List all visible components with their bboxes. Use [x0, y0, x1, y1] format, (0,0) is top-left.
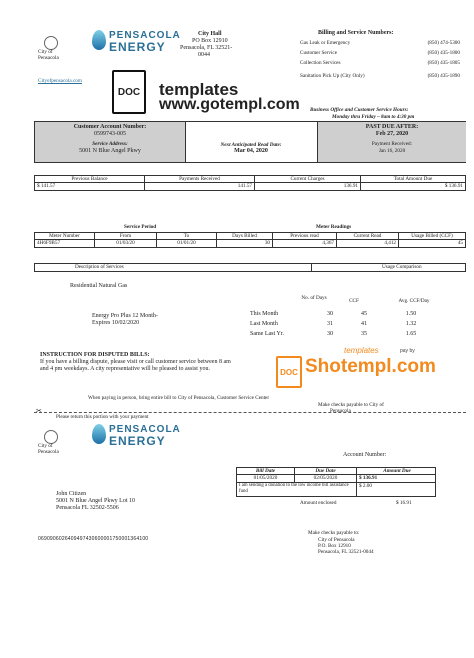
- past-due-value: Feb 27, 2020: [375, 131, 409, 138]
- amount-due-value: $ 136.91: [359, 475, 378, 481]
- doc-orange-watermark-icon: DOC: [276, 356, 302, 388]
- service-phone[interactable]: (850) 474-5300: [427, 40, 460, 46]
- usage-billed-value: 45: [457, 240, 463, 246]
- description-header-bar: [34, 263, 466, 272]
- usage-col-ccf: CCF: [349, 298, 359, 304]
- amount-enclosed-label: Amount enclosed: [300, 500, 337, 506]
- stub-account-label: Account Number:: [343, 452, 387, 458]
- meter-header: Usage Billed (CCF): [411, 233, 453, 239]
- service-label: Gas Leak or Emergency: [300, 40, 351, 46]
- usage-comparison-table: [250, 311, 450, 341]
- watermark-gotempl: www.gotempl.com: [159, 96, 300, 113]
- bill-date-value: 01/05/2020: [237, 475, 295, 482]
- address-line: 0044: [198, 52, 210, 58]
- to-date-value: 01/01/20: [157, 240, 217, 247]
- due-date-label: Due Date: [295, 468, 357, 474]
- bill-date-label: Bill Date: [237, 468, 295, 474]
- total-amount-due-value: $ 136.91: [444, 183, 463, 189]
- service-address-label: Service Address:: [92, 141, 128, 148]
- previous-read-value: 4,367: [273, 240, 337, 247]
- website-link[interactable]: Cityofpensacola.com: [38, 78, 82, 84]
- service-label: Customer Service: [300, 50, 338, 56]
- days-billed-value: 30: [217, 240, 273, 247]
- account-number-label: Customer Account Number:: [73, 124, 147, 130]
- plan-line-1: Energy Pro Plus 12 Month-: [92, 313, 158, 319]
- payable-line: Pensacola, FL 32521-0044: [318, 549, 374, 555]
- instruction-title: INSTRUCTION FOR DISPUTED BILLS:: [40, 352, 150, 358]
- balances-header: Previous Balance: [35, 176, 145, 182]
- account-number-cell: [35, 122, 186, 162]
- doc-watermark-icon: DOC: [112, 70, 146, 114]
- brand-bottom: ENERGY: [109, 40, 166, 54]
- balances-header: Current Charges: [255, 176, 361, 182]
- past-due-cell: [317, 122, 466, 162]
- checks-note-line-1: Make checks payable to City of: [318, 402, 384, 408]
- balances-table: [34, 175, 466, 191]
- hours-title: Business Office and Customer Service Hours:: [310, 107, 409, 113]
- service-period-label: Service Period: [124, 224, 157, 230]
- payment-received-value: Jan 16, 2020: [378, 147, 406, 154]
- meter-header: Meter Number: [35, 233, 95, 239]
- amount-due-label: Amount Due: [383, 468, 411, 474]
- instruction-text: If you have a billing dispute, please visit or call customer service between 8 am and 4 pm weekdays. A city representative will be pleased to assist you.: [40, 359, 231, 373]
- city-seal-icon: [44, 36, 58, 50]
- tear-line: [34, 412, 466, 413]
- service-address-value: 5001 N Blue Angel Pkwy: [79, 147, 141, 154]
- watermark-small-templates: templates: [344, 346, 379, 355]
- usage-row: This Month 30 45 1.50: [250, 311, 417, 317]
- balances-header: Payments Received: [145, 176, 255, 182]
- donation-amount[interactable]: $ 2.00: [359, 483, 372, 489]
- water-drop-logo-icon: [92, 424, 106, 444]
- balances-header: Total Amount Due: [393, 176, 433, 182]
- service-phone[interactable]: (850) 435-1805: [427, 60, 460, 66]
- customer-address-line: Pensacola FL 32502-5506: [56, 505, 119, 511]
- address-line: Pensacola, FL 32521-: [180, 45, 233, 51]
- account-summary-box: [34, 121, 466, 163]
- pay-in-person-note: When paying in person, bring entire bill to City of Pensacola, Customer Service Center: [88, 395, 270, 401]
- watermark-templates: templates: [159, 80, 239, 99]
- payment-barcode-line: 0690906026409497430600001750001364100: [38, 536, 149, 542]
- address-line: City Hall: [198, 31, 222, 37]
- city-name: City of Pensacola: [38, 49, 59, 62]
- due-date-value: 02/05/2020: [295, 475, 357, 482]
- meter-header: From: [95, 233, 157, 239]
- stub-table: [236, 467, 436, 497]
- checks-note-line-2: Pensacola: [330, 408, 351, 414]
- meter-number-value: 4H6F9B57: [35, 240, 95, 247]
- service-phone[interactable]: (850) 435-1890: [427, 73, 460, 79]
- plan-line-2: Expires 10/02/2020: [92, 320, 140, 326]
- usage-row: Last Month 31 41 1.32: [250, 321, 417, 327]
- current-read-value: 4,412: [337, 240, 399, 247]
- payable-line: City of Pensacola: [318, 537, 355, 543]
- service-name: Residential Natural Gas: [70, 283, 128, 289]
- city-seal-icon: [44, 430, 58, 444]
- meter-header: To: [157, 233, 217, 239]
- amount-enclosed-value[interactable]: $ 16.91: [396, 500, 412, 506]
- meter-readings-label: Meter Readings: [316, 224, 352, 230]
- usage-col-days: No. of Days: [301, 295, 327, 301]
- service-label: Collection Services: [300, 60, 341, 66]
- usage-row: Same Last Yr. 30 35 1.65: [250, 331, 417, 337]
- brand-top: PENSACOLA: [109, 30, 181, 41]
- next-read-label: Next Anticipated Read Date:: [220, 142, 282, 148]
- address-line: PO Box 12910: [192, 38, 228, 44]
- usage-comparison-header: Usage Comparison: [382, 264, 422, 270]
- next-read-cell: [185, 142, 317, 163]
- meter-header: Current Read: [337, 233, 399, 239]
- meter-table: [34, 232, 466, 248]
- meter-header: Days Billed: [217, 233, 273, 239]
- payable-line: P.O. Box 12910: [318, 543, 351, 549]
- brand-bottom: ENERGY: [109, 434, 166, 448]
- service-phone[interactable]: (850) 435-1800: [427, 50, 460, 56]
- previous-balance-value: $ 141.57: [35, 183, 145, 190]
- past-due-label: PAST DUE AFTER:: [365, 124, 419, 130]
- watermark-payby: pay by: [400, 348, 415, 354]
- water-drop-logo-icon: [92, 30, 106, 50]
- description-of-services-header: Description of Services: [35, 264, 312, 271]
- watermark-shotempl: Shotempl.com: [305, 356, 436, 377]
- brand-top: PENSACOLA: [109, 424, 181, 435]
- donation-text: I am sending a donation to the low income bill assistance fund: [237, 483, 357, 496]
- from-date-value: 01/03/20: [95, 240, 157, 247]
- current-charges-value: 136.91: [255, 183, 361, 190]
- payments-received-value: 141.57: [145, 183, 255, 190]
- hours-text: Monday thru Friday – 8am to 4:30 pm: [332, 114, 415, 120]
- services-list: [300, 40, 460, 79]
- meter-header: Previous read: [273, 233, 337, 239]
- usage-col-avg: Avg. CCF/Day: [398, 298, 430, 304]
- city-name: City of Pensacola: [38, 443, 59, 456]
- next-read-value: Mar 04, 2020: [234, 148, 268, 155]
- customer-name: John Citizen: [56, 491, 87, 497]
- customer-address-line: 5001 N Blue Angel Pkwy Lot 10: [56, 498, 135, 504]
- account-number-value: 0599743-005: [94, 131, 126, 138]
- service-label: Sanitation Pick Up (City Only): [300, 73, 365, 79]
- scissors-icon: ✂: [36, 407, 42, 415]
- billing-numbers-title: Billing and Service Numbers:: [318, 30, 394, 36]
- payment-received-label: Payment Received:: [371, 141, 413, 148]
- return-portion-note: Please return this portion with your payment: [56, 414, 149, 420]
- payable-title: Make checks payable to:: [308, 530, 360, 536]
